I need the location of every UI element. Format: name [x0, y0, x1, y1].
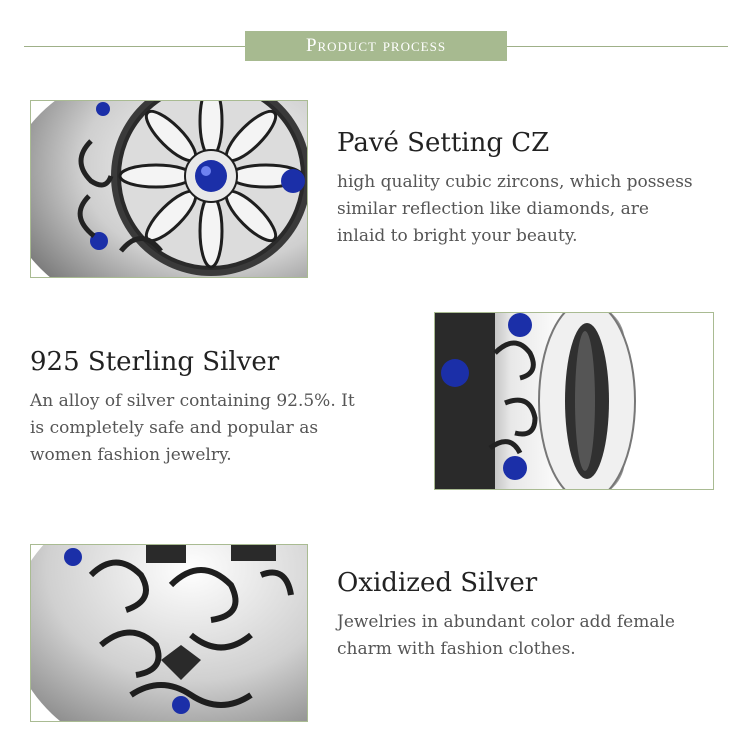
- feature-title-oxidized-silver: Oxidized Silver: [337, 568, 538, 598]
- header-rule-right: [507, 46, 728, 47]
- charm-side-icon: [435, 313, 713, 489]
- desc-line: similar reflection like diamonds, are: [337, 199, 649, 219]
- feature-image-pave-setting: [30, 100, 308, 278]
- desc-line: women fashion jewelry.: [30, 445, 232, 465]
- desc-line: inlaid to bright your beauty.: [337, 226, 578, 246]
- desc-line: An alloy of silver containing 92.5%. It: [30, 391, 355, 411]
- filigree-charm-icon: [31, 545, 307, 721]
- feature-title-pave-setting: Pavé Setting CZ: [337, 128, 550, 158]
- feature-desc-sterling-silver: [30, 388, 355, 469]
- desc-line: high quality cubic zircons, which possess: [337, 172, 693, 192]
- flower-charm-icon: [31, 101, 307, 277]
- feature-image-sterling-silver: [434, 312, 714, 490]
- desc-line: is completely safe and popular as: [30, 418, 319, 438]
- section-banner: [245, 31, 507, 61]
- header-rule-left: [24, 46, 245, 47]
- desc-line: Jewelries in abundant color add female: [337, 612, 675, 632]
- section-title: Product process: [305, 35, 447, 56]
- feature-image-oxidized-silver: [30, 544, 308, 722]
- feature-desc-pave-setting: [337, 169, 693, 250]
- desc-line: charm with fashion clothes.: [337, 639, 576, 659]
- feature-title-sterling-silver: 925 Sterling Silver: [30, 347, 280, 377]
- feature-desc-oxidized-silver: [337, 609, 675, 663]
